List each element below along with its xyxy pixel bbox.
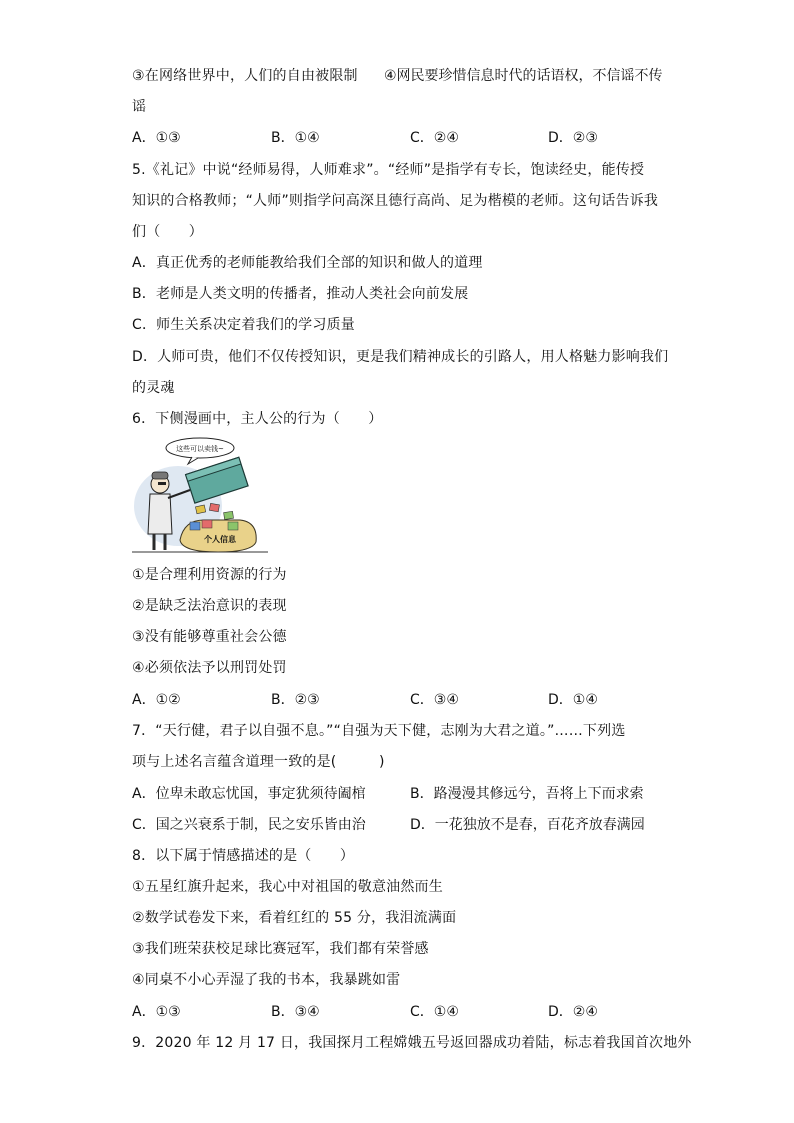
q5-option-a: A．真正优秀的老师能教给我们全部的知识和做人的道理 <box>132 255 483 271</box>
q6-item-2: ②是缺乏法治意识的表现 <box>132 598 287 614</box>
q4-item-4-cont: 谣 <box>132 99 147 115</box>
q5-stem-line2: 知识的合格教师；“人师”则指学问高深且德行高尚、足为楷模的老师。这句话告诉我 <box>132 193 659 209</box>
q7-stem-line2: 项与上述名言蕴含道理一致的是( ) <box>132 754 385 770</box>
q8-item-3: ③我们班荣获校足球比赛冠军，我们都有荣誉感 <box>132 941 429 957</box>
cartoon-speech-text: 这些可以卖钱~ <box>176 445 224 453</box>
q8-option-b: B．③④ <box>271 1004 320 1020</box>
q5-option-c: C．师生关系决定着我们的学习质量 <box>132 317 355 333</box>
q4-option-d: D．②③ <box>548 130 598 146</box>
q6-stem: 6．下侧漫画中，主人公的行为（ ） <box>132 411 383 427</box>
q4-item-3: ③在网络世界中，人们的自由被限制 <box>132 68 358 84</box>
q8-item-4: ④同桌不小心弄湿了我的书本，我暴跳如雷 <box>132 972 401 988</box>
q8-stem: 8．以下属于情感描述的是（ ） <box>132 848 355 864</box>
q4-item-4: ④网民要珍惜信息时代的话语权，不信谣不传 <box>384 68 663 84</box>
q7-option-c: C．国之兴衰系于制，民之安乐皆由治 <box>132 817 366 833</box>
q5-option-d-cont: 的灵魂 <box>132 380 175 396</box>
q8-option-d: D．②④ <box>548 1004 598 1020</box>
cartoon-sack-label: 个人信息 <box>204 535 236 544</box>
q6-item-3: ③没有能够尊重社会公德 <box>132 629 287 645</box>
q4-option-a: A．①③ <box>132 130 181 146</box>
q6-option-a: A．①② <box>132 692 181 708</box>
q7-option-a: A．位卑未敢忘忧国，事定犹须待阖棺 <box>132 786 366 802</box>
q8-option-a: A．①③ <box>132 1004 181 1020</box>
q5-stem-line3: 们（ ） <box>132 224 203 240</box>
q7-option-b: B．路漫漫其修远兮，吾将上下而求索 <box>410 786 644 802</box>
q9-stem-line1: 9．2020 年 12 月 17 日，我国探月工程嫦娥五号返回器成功着陆，标志着我国首次地外 <box>132 1035 692 1051</box>
q8-option-c: C．①④ <box>410 1004 459 1020</box>
q7-option-d: D．一花独放不是春，百花齐放春满园 <box>410 817 645 833</box>
q5-option-b: B．老师是人类文明的传播者，推动人类社会向前发展 <box>132 286 469 302</box>
q6-option-d: D．①④ <box>548 692 598 708</box>
q7-stem-line1: 7．“天行健，君子以自强不息。”“自强为天下健，志刚为大君之道。”……下列选 <box>132 723 626 739</box>
personal-info-cartoon <box>132 436 268 554</box>
q5-option-d: D．人师可贵，他们不仅传授知识，更是我们精神成长的引路人，用人格魅力影响我们 <box>132 349 669 365</box>
q6-item-4: ④必须依法予以刑罚处罚 <box>132 660 287 676</box>
q6-option-c: C．③④ <box>410 692 459 708</box>
q8-item-1: ①五星红旗升起来，我心中对祖国的敬意油然而生 <box>132 879 443 895</box>
q4-option-c: C．②④ <box>410 130 459 146</box>
q4-option-b: B．①④ <box>271 130 320 146</box>
q5-stem-line1: 5.《礼记》中说“经师易得，人师难求”。“经师”是指学有专长，饱读经史，能传授 <box>132 162 645 178</box>
q6-item-1: ①是合理利用资源的行为 <box>132 567 287 583</box>
q8-item-2: ②数学试卷发下来，看着红红的 55 分，我泪流满面 <box>132 910 457 926</box>
q6-option-b: B．②③ <box>271 692 320 708</box>
